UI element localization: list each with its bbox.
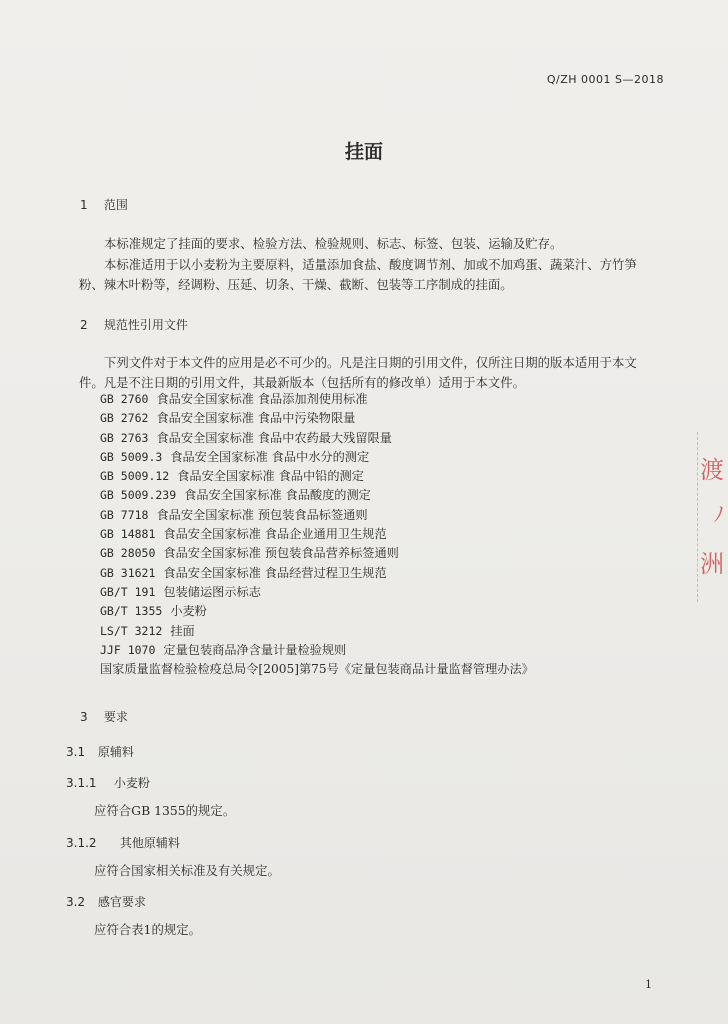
reference-code: GB/T 191: [100, 584, 156, 599]
sensory-requirement: 应符合表1的规定。: [94, 922, 202, 937]
section-title: 范围: [103, 198, 128, 212]
reference-item: [100, 660, 534, 679]
section-title: 其他原辅料: [119, 836, 180, 850]
reference-code: GB 5009.239: [100, 488, 177, 503]
stamp-char: 洲: [700, 550, 724, 578]
reference-title: 食品安全国家标准 食品企业通用卫生规范: [163, 527, 387, 542]
section-number: 3.1.1: [66, 776, 97, 790]
stamp-char: ﾉ: [714, 502, 724, 526]
subsection-3-2-heading: [66, 893, 146, 910]
reference-title: 食品安全国家标准 食品中水分的测定: [170, 449, 370, 464]
reference-code: GB 2760: [100, 392, 149, 406]
reference-item: [100, 448, 534, 467]
reference-item: [100, 409, 534, 428]
section-title: 要求: [103, 710, 128, 724]
reference-item: [100, 506, 534, 525]
section-title: 感官要求: [97, 895, 146, 909]
reference-item: [100, 486, 534, 505]
subsection-3-1-1-heading: [66, 774, 150, 791]
reference-code: GB 2762: [100, 411, 149, 426]
section-title: 规范性引用文件: [103, 318, 188, 332]
reference-code: GB 14881: [100, 527, 156, 542]
reference-item: [100, 390, 534, 409]
reference-code: GB 28050: [100, 546, 156, 561]
references-intro-line-2: 件。凡是不注日期的引用文件，其最新版本（包括所有的修改单）适用于本文件。: [79, 375, 526, 390]
normative-references-list: [100, 390, 534, 679]
reference-title: 食品安全国家标准 食品中农药最大残留限量: [156, 430, 392, 445]
section-number: 1: [80, 198, 88, 212]
reference-item: [100, 602, 534, 621]
reference-title: 挂面: [170, 623, 195, 638]
reference-item: [100, 429, 534, 448]
reference-item: [100, 544, 534, 563]
stamp-char: 渡: [700, 456, 724, 484]
scope-paragraph-1: 本标准规定了挂面的要求、检验方法、检验规则、标志、标签、包装、运输及贮存。: [104, 236, 563, 251]
reference-code: GB 31621: [100, 565, 156, 580]
reference-code: GB 5009.3: [100, 449, 163, 464]
reference-item: [100, 525, 534, 544]
reference-title: 食品安全国家标准 食品中铅的测定: [177, 469, 364, 484]
section-number: 3: [80, 710, 88, 724]
reference-title: 包装储运图示标志: [163, 584, 261, 599]
reference-title: 食品安全国家标准 食品添加剂使用标准: [156, 392, 368, 406]
reference-title: 小麦粉: [170, 604, 207, 619]
scope-paragraph-2-line-1: 本标准适用于以小麦粉为主要原料，适量添加食盐、酸度调节剂、加或不加鸡蛋、蔬菜汁、方竹笋: [104, 257, 637, 272]
seal-stamp-fragment: [697, 432, 728, 602]
reference-code: GB/T 1355: [100, 604, 163, 619]
reference-code: JJF 1070: [100, 642, 156, 657]
section-1-heading: [80, 196, 128, 213]
reference-title: 食品安全国家标准 预包装食品营养标签通则: [163, 546, 399, 561]
reference-item: [100, 622, 534, 641]
subsection-3-1-2-heading: [66, 834, 180, 851]
reference-item: [100, 641, 534, 660]
reference-item: [100, 467, 534, 486]
section-title: 小麦粉: [113, 776, 150, 790]
section-number: 3.1.2: [66, 836, 97, 850]
other-materials-requirement: 应符合国家相关标准及有关规定。: [94, 863, 280, 878]
reference-code: LS/T 3212: [100, 623, 163, 638]
page-title: 挂面: [344, 141, 383, 163]
reference-item: [100, 564, 534, 583]
reference-code: GB 7718: [100, 507, 149, 522]
reference-title: 国家质量监督检验检疫总局令[2005]第75号《定量包装商品计量监督管理办法》: [100, 662, 534, 677]
section-2-heading: [80, 316, 188, 333]
scope-paragraph-2-line-2: 粉、辣木叶粉等，经调粉、压延、切条、干燥、截断、包装等工序制成的挂面。: [79, 277, 513, 292]
section-number: 3.1: [66, 745, 86, 759]
subsection-3-1-heading: [66, 743, 134, 760]
reference-code: GB 5009.12: [100, 469, 170, 484]
wheat-flour-requirement: 应符合GB 1355的规定。: [94, 803, 236, 818]
reference-title: 食品安全国家标准 食品经营过程卫生规范: [163, 565, 387, 580]
reference-title: 定量包装商品净含量计量检验规则: [163, 642, 347, 657]
references-intro-line-1: 下列文件对于本文件的应用是必不可少的。凡是注日期的引用文件，仅所注日期的版本适用于本文: [104, 355, 637, 370]
reference-title: 食品安全国家标准 食品酸度的测定: [184, 488, 371, 503]
section-number: 2: [80, 318, 88, 332]
reference-code: GB 2763: [100, 430, 149, 445]
reference-item: [100, 583, 534, 602]
reference-title: 食品安全国家标准 食品中污染物限量: [156, 411, 356, 426]
section-title: 原辅料: [97, 745, 134, 759]
page-number: 1: [645, 978, 652, 991]
reference-title: 食品安全国家标准 预包装食品标签通则: [156, 507, 368, 522]
section-number: 3.2: [66, 895, 86, 909]
standard-id: Q/ZH 0001 S—2018: [546, 73, 664, 86]
section-3-heading: [80, 708, 128, 725]
